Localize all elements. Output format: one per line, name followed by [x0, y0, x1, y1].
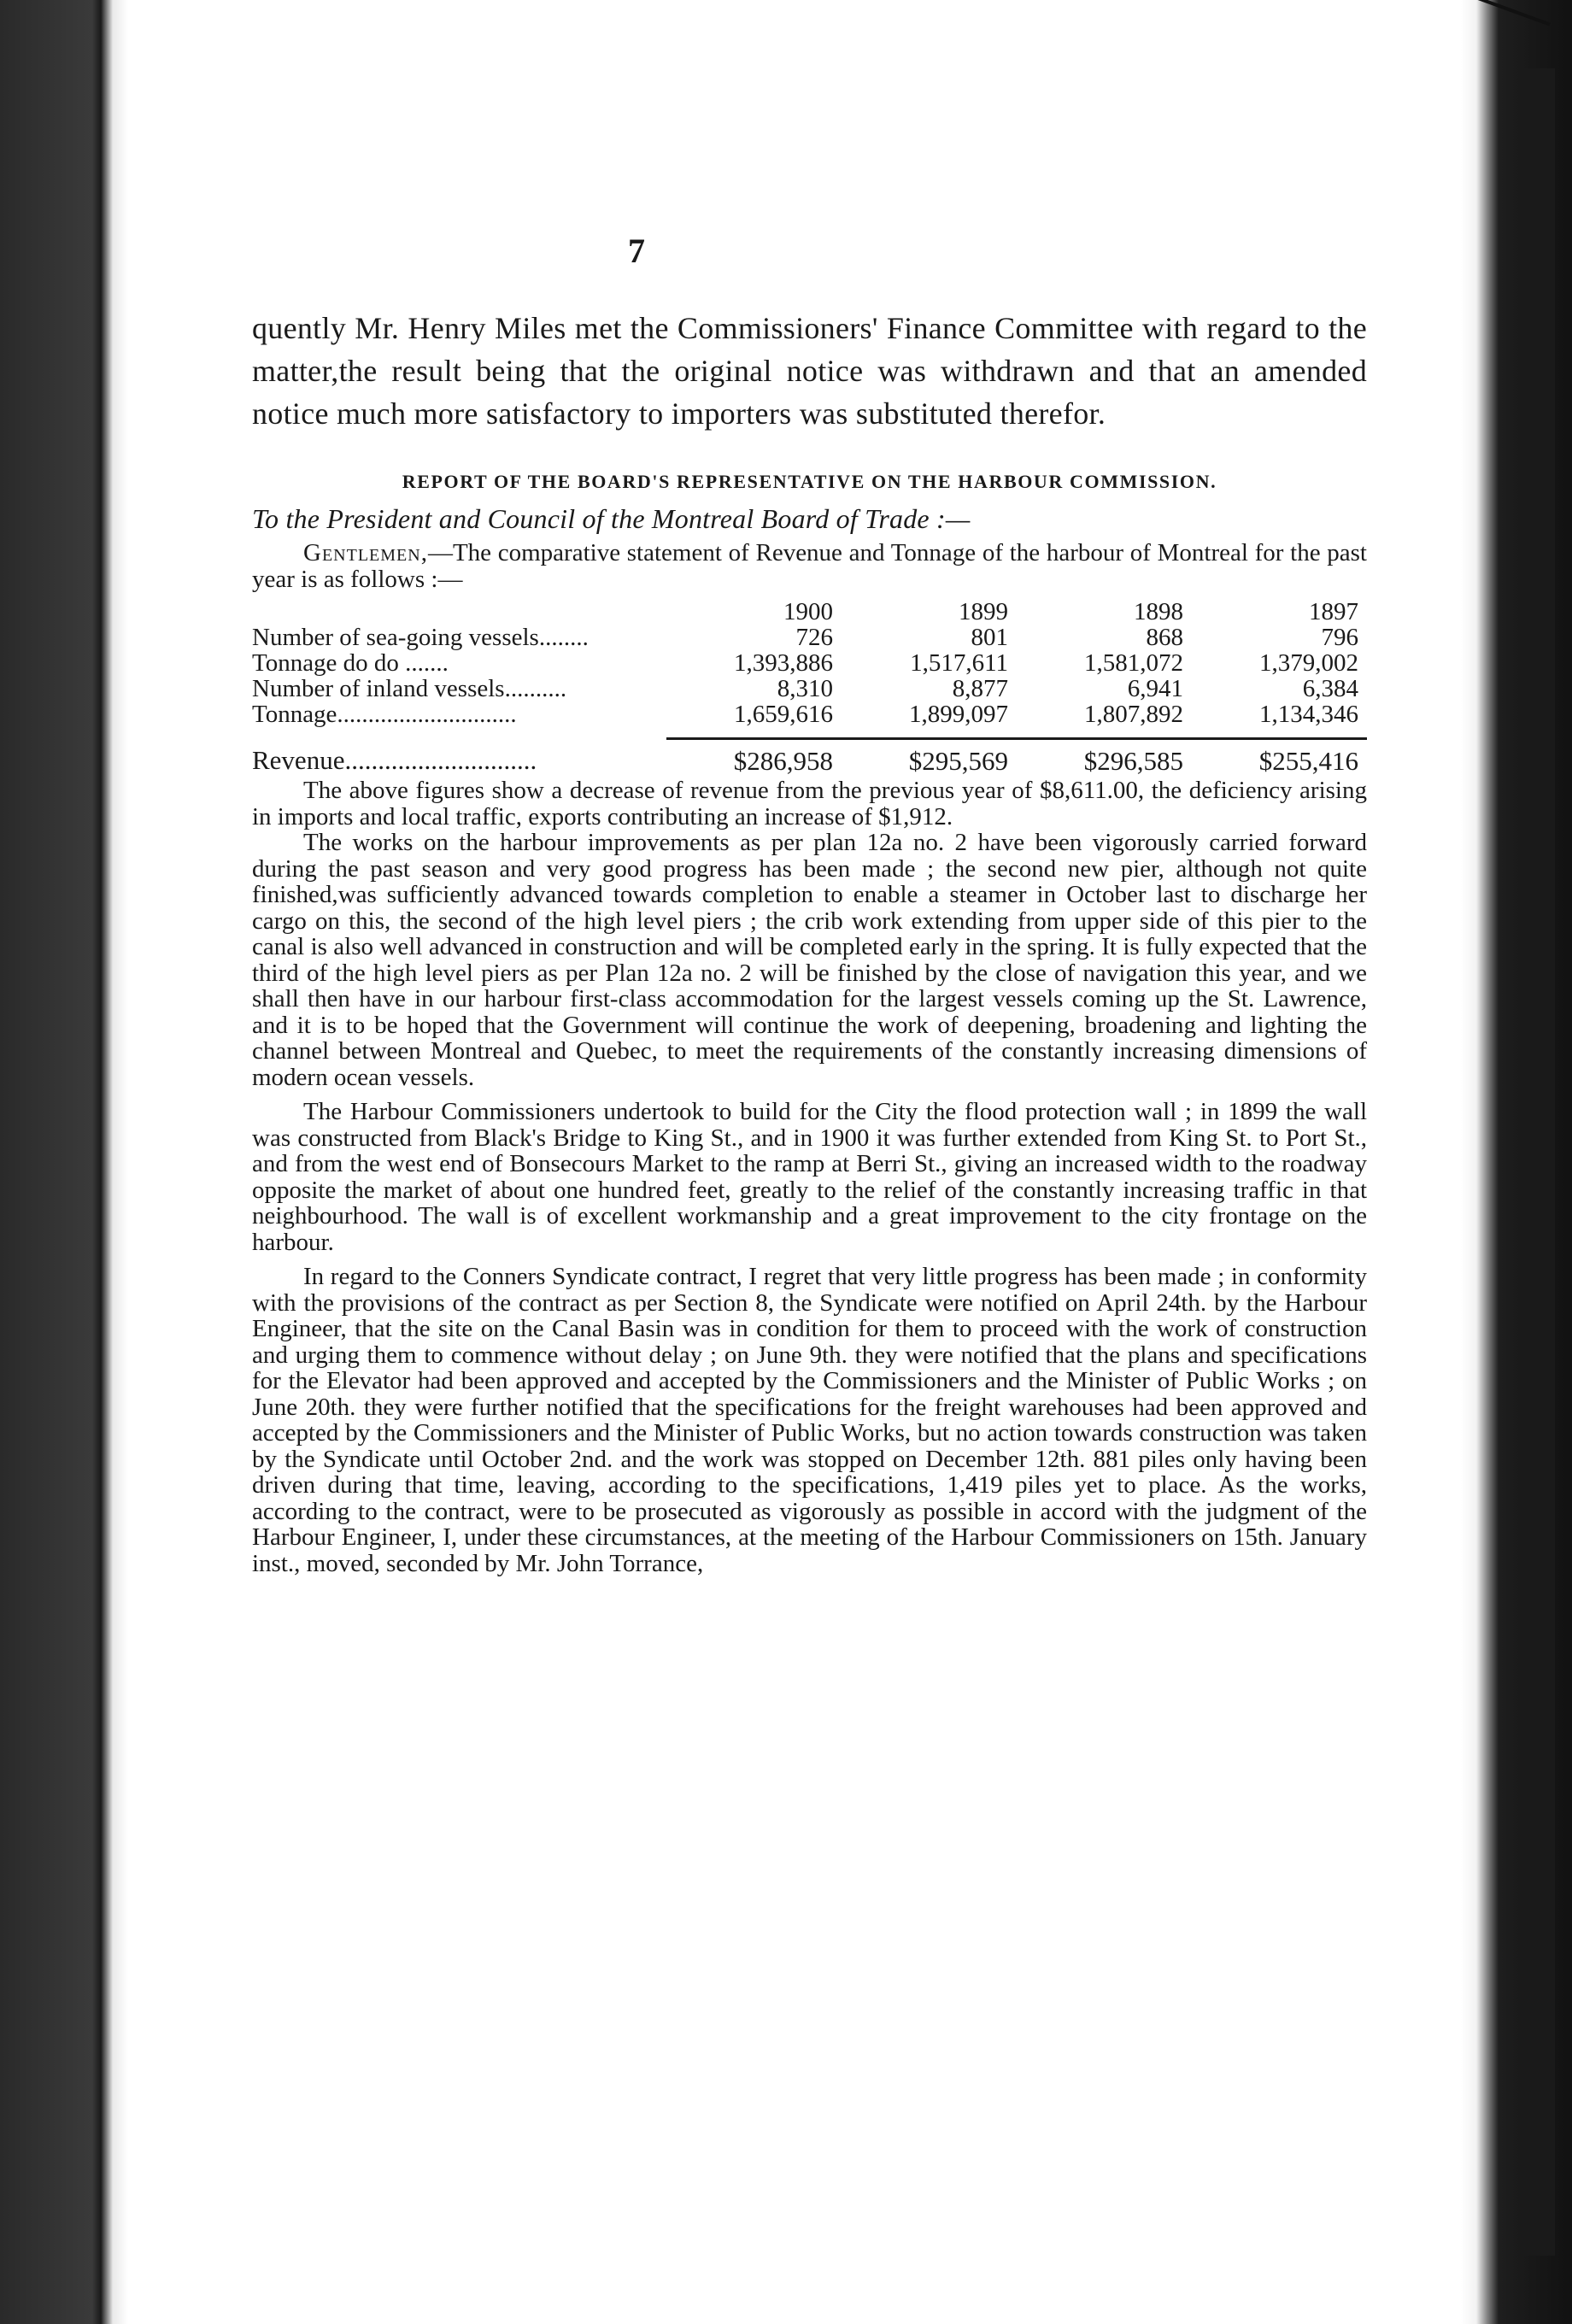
table-cell: 726 — [795, 624, 833, 651]
year-header: 1899 — [959, 598, 1008, 625]
table-cell: $255,416 — [1258, 746, 1358, 776]
table-divider — [666, 727, 842, 739]
table-divider — [842, 727, 1017, 739]
opening-paragraph — [252, 540, 1367, 592]
table-cell: 801 — [971, 624, 1008, 651]
row-label: Tonnage do do ....... — [252, 649, 449, 677]
year-header: 1898 — [1134, 598, 1183, 625]
intro-paragraph: quently Mr. Henry Miles met the Commissioners' Finance Committee with regard to the matter,the result being that the original notice was withdrawn and that an amended notice much more satisfactory to importers was substituted therefor. — [252, 311, 1367, 431]
table-cell: 1,393,886 — [734, 649, 833, 677]
table-row — [252, 625, 1367, 650]
table-cell: 1,517,611 — [910, 649, 1008, 677]
revenue-row — [252, 739, 1367, 775]
table-divider — [1017, 727, 1192, 739]
row-label: Tonnage............................. — [252, 701, 517, 728]
report-heading: REPORT OF THE BOARD'S REPRESENTATIVE ON THE HARBOUR COMMISSION. — [402, 471, 1217, 492]
table-divider — [1192, 727, 1367, 739]
page-content — [252, 231, 1367, 1576]
table-row — [252, 650, 1367, 676]
left-binding-shadow — [0, 0, 128, 2324]
syndicate-contract-paragraph: In regard to the Conners Syndicate contract, I regret that very little progress has been made ; in conformity with the provisions of the contract as per Section 8, the Syndicate were notified on April 24th. by the Harbour Engineer, that the site on the Canal Basin was in condition for them to proceed with the work of construction and urging them to commence without delay ; on June 9th. they were notified that the plans and specifications for the Elevator had been approved and accepted by the Commissioners and the Minister of Public Works ; on June 20th. they were further notified that the specifications for the freight warehouses had been approved and accepted by the Commissioners and the Minister of Public Works, but no action towards construction was taken by the Syndicate until October 2nd. and the work was stopped on December 12th. 881 piles only having been driven during that time, leaving, according to the specifications, 1,419 piles yet to place. As the works, according to the contract, were to be prosecuted as vigorously as possible in accord with the judgment of the Harbour Engineer, I, under these circumstances, at the meeting of the Harbour Commissioners on 15th. January inst., moved, seconded by Mr. John Torrance, — [252, 1263, 1367, 1577]
table-header-spacer — [252, 599, 666, 625]
harbour-statistics-table — [252, 599, 1367, 774]
salutation: To the President and Council of the Montreal Board of Trade :— — [252, 503, 971, 534]
page-number: 7 — [628, 232, 645, 270]
table-divider-row — [252, 727, 1367, 739]
table-row — [252, 701, 1367, 727]
table-cell: $295,569 — [908, 746, 1008, 776]
table-header-row — [252, 599, 1367, 625]
flood-wall-paragraph: The Harbour Commissioners undertook to build for the City the flood protection wall ; in 1899 the wall was constructed from Black's Bridge to King St., and in 1900 it was further extended from King St. to Port St., and from the west end of Bonsecours Market to the ramp at Berri St., giving an increased width to the roadway opposite the market of about one hundred feet, greatly to the relief of the constantly increasing traffic in that neighbourhood. The wall is of excellent workmanship and a great improvement to the city frontage on the harbour. — [252, 1098, 1367, 1256]
opening-text: —The comparative statement of Revenue and Tonnage of the harbour of Montreal for the past year is as follows :— — [252, 539, 1367, 593]
table-cell: 1,134,346 — [1259, 701, 1358, 728]
table-cell: 868 — [1146, 624, 1183, 651]
table-cell: 796 — [1321, 624, 1358, 651]
revenue-summary-paragraph: The above figures show a decrease of revenue from the previous year of $8,611.00, the deficiency arising in imports and local traffic, exports contributing an increase of $1,912. — [252, 777, 1367, 830]
table-row — [252, 676, 1367, 701]
table-cell: 1,899,097 — [909, 701, 1008, 728]
right-page-edge-shadow — [1461, 0, 1572, 2324]
table-cell: 6,384 — [1302, 675, 1358, 702]
year-header: 1900 — [783, 598, 833, 625]
row-label: Number of sea-going vessels........ — [252, 624, 589, 651]
table-cell: 1,379,002 — [1259, 649, 1358, 677]
harbour-works-paragraph: The works on the harbour improvements as per plan 12a no. 2 have been vigorously carried forward during the past season and very good progress has been made ; the second new pier, although not quite finished,was sufficiently advanced towards completion to enable a steamer in October last to discharge her cargo on this, the second of the high level piers ; the crib work extending from upper side of this pier to the canal is also well advanced in construction and will be completed early in the spring. It is fully expected that the third of the high level piers as per Plan 12a no. 2 will be finished by the close of navigation this year, and we shall then have in our harbour first-class accommodation for the largest vessels coming up the St. Lawrence, and it is to be hoped that the Government will continue the work of deepening, broadening and lighting the channel between Montreal and Quebec, to meet the requirements of the constantly increasing dimensions of modern ocean vessels. — [252, 829, 1367, 1091]
table-cell: 6,941 — [1127, 675, 1183, 702]
table-cell: 8,310 — [777, 675, 833, 702]
table-cell: 1,807,892 — [1084, 701, 1183, 728]
table-cell: 8,877 — [952, 675, 1008, 702]
page-stack-edge — [1521, 68, 1555, 2256]
row-label: Revenue............................. — [252, 745, 537, 776]
year-header: 1897 — [1309, 598, 1358, 625]
table-cell: 1,659,616 — [734, 701, 833, 728]
table-cell: 1,581,072 — [1084, 649, 1183, 677]
row-label: Number of inland vessels.......... — [252, 675, 567, 702]
table-cell: $296,585 — [1083, 746, 1183, 776]
gentlemen-word: Gentlemen, — [303, 539, 428, 566]
divider-spacer — [252, 727, 666, 739]
table-cell: $286,958 — [733, 746, 833, 776]
